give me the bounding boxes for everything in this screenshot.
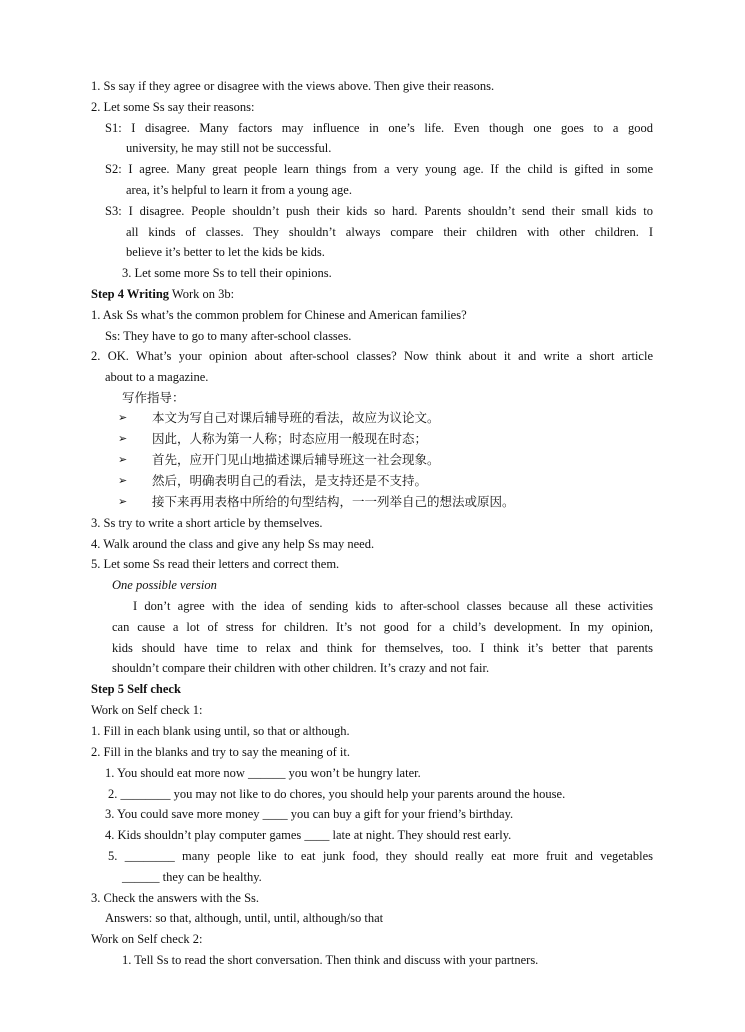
writing-line-2: 2. OK. What’s your opinion about after-school classes? Now think about it and write a short article <box>91 349 653 363</box>
guide-point-3: 首先，应开门见山地描述课后辅导班这一社会现象。 <box>152 452 440 467</box>
exercise-5-line-1: 5. ________ many people like to eat junk food, they should really eat more fruit and vegetables <box>108 849 653 863</box>
exercise-2: 2. ________ you may not like to do chores, you should help your parents around the house. <box>108 787 566 801</box>
exercise-1: 1. You should eat more now ______ you won’t be hungry later. <box>105 766 421 780</box>
writing-line-5: 5. Let some Ss read their letters and correct them. <box>91 557 340 571</box>
self-check-2-line-1: 1. Tell Ss to read the short conversation. Then think and discuss with your partners. <box>122 953 539 967</box>
one-possible-version-label: One possible version <box>112 578 217 592</box>
writing-line-1: 1. Ask Ss what’s the common problem for Chinese and American families? <box>91 308 467 322</box>
sample-paragraph-line-2: can cause a lot of stress for children. It’s not good for a child’s development. In my opinion, <box>112 620 653 634</box>
self-check-1-line-2: 2. Fill in the blanks and try to say the meaning of it. <box>91 745 350 759</box>
arrow-bullet-icon: ➢ <box>118 453 128 466</box>
step-4-subtitle: Work on 3b: <box>169 287 235 301</box>
sample-paragraph-line-1: I don’t agree with the idea of sending kids to after-school classes because all these activities <box>133 599 653 613</box>
self-check-1-title: Work on Self check 1: <box>91 703 203 717</box>
exercise-3: 3. You could save more money ____ you can buy a gift for your friend’s birthday. <box>105 807 514 821</box>
guide-point-1: 本文为写自己对课后辅导班的看法，故应为议论文。 <box>152 410 440 425</box>
writing-answer-1: Ss: They have to go to many after-school classes. <box>105 329 352 343</box>
writing-guide-title: 写作指导： <box>122 390 185 405</box>
exercise-4: 4. Kids shouldn’t play computer games ____ late at night. They should rest early. <box>105 828 512 842</box>
writing-line-3: 3. Ss try to write a short article by themselves. <box>91 516 323 530</box>
student-1-line-2: university, he may still not be successful. <box>126 141 332 155</box>
answers-line: Answers: so that, although, until, until, although/so that <box>105 911 384 925</box>
arrow-bullet-icon: ➢ <box>118 411 128 424</box>
arrow-bullet-icon: ➢ <box>118 432 128 445</box>
procedure-line-1: 1. Ss say if they agree or disagree with the views above. Then give their reasons. <box>91 79 495 93</box>
arrow-bullet-icon: ➢ <box>118 495 128 508</box>
student-2-line-1: S2: I agree. Many great people learn things from a very young age. If the child is gifted in some <box>105 162 653 176</box>
self-check-2-title: Work on Self check 2: <box>91 932 203 946</box>
student-3-line-3: believe it’s better to let the kids be kids. <box>126 245 325 259</box>
self-check-1-line-1: 1. Fill in each blank using until, so that or although. <box>91 724 350 738</box>
step-4-title: Step 4 Writing <box>91 287 170 301</box>
student-3-line-2: all kinds of classes. They shouldn’t always compare their children with other children. I <box>126 225 653 239</box>
procedure-line-3: 3. Let some more Ss to tell their opinions. <box>122 266 332 280</box>
student-2-line-2: area, it’s helpful to learn it from a young age. <box>126 183 352 197</box>
writing-line-2-cont: about to a magazine. <box>105 370 209 384</box>
student-3-line-1: S3: I disagree. People shouldn’t push their kids so hard. Parents shouldn’t send their small kids to <box>105 204 653 218</box>
writing-line-4: 4. Walk around the class and give any help Ss may need. <box>91 537 375 551</box>
guide-point-2: 因此，人称为第一人称；时态应用一般现在时态； <box>152 431 428 446</box>
student-1-line-1: S1: I disagree. Many factors may influence in one’s life. Even though one goes to a good <box>105 121 653 135</box>
step-5-heading: Step 5 Self check <box>91 682 181 696</box>
exercise-5-line-2: ______ they can be healthy. <box>122 870 262 884</box>
guide-point-5: 接下来再用表格中所给的句型结构，一一列举自己的想法或原因。 <box>152 494 515 509</box>
step-4-heading <box>91 286 234 302</box>
arrow-bullet-icon: ➢ <box>118 474 128 487</box>
sample-paragraph-line-4: shouldn’t compare their children with other children. It’s crazy and not fair. <box>112 661 490 675</box>
self-check-1-line-3: 3. Check the answers with the Ss. <box>91 891 260 905</box>
sample-paragraph-line-3: kids should have time to relax and think for themselves, too. I think it’s better that parents <box>112 641 653 655</box>
procedure-line-2: 2. Let some Ss say their reasons: <box>91 100 255 114</box>
guide-point-4: 然后，明确表明自己的看法，是支持还是不支持。 <box>152 473 428 488</box>
